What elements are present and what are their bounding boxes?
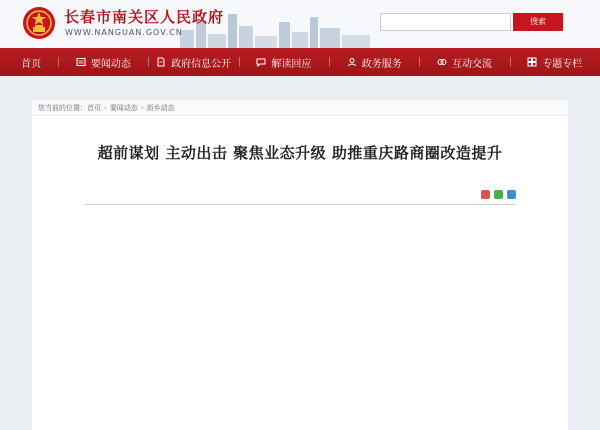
nav-item-news[interactable] (58, 48, 148, 76)
topic-icon (527, 57, 537, 67)
breadcrumb-link-news[interactable]: 要闻动态 (109, 103, 138, 112)
interaction-icon (437, 57, 447, 67)
service-icon (347, 57, 357, 67)
search-button[interactable]: 搜索 (513, 13, 563, 31)
search-input[interactable] (380, 13, 511, 31)
main-nav (0, 48, 600, 76)
qzone-share-icon[interactable] (507, 190, 516, 199)
site-header (0, 0, 600, 48)
nav-item-topics[interactable] (510, 48, 600, 76)
wechat-share-icon[interactable] (494, 190, 503, 199)
article-paragraph (88, 251, 512, 263)
site-name[interactable]: 长春市南关区人民政府 (64, 8, 225, 26)
nav-item-gov-info[interactable] (148, 48, 238, 76)
article-container (32, 100, 568, 430)
nav-item-services[interactable] (329, 48, 419, 76)
article-body (88, 223, 512, 319)
article-paragraph (88, 279, 512, 291)
article-paragraph (88, 307, 512, 319)
nav-item-label: 政府信息公开 (171, 58, 232, 70)
article-tools (477, 190, 516, 199)
nav-item-label: 政务服务 (361, 58, 402, 70)
article-paragraph (88, 265, 512, 277)
article-title: 超前谋划 主动出击 聚焦业态升级 助推重庆路商圈改造提升 (97, 144, 503, 162)
nav-item-interpretation[interactable] (239, 48, 329, 76)
nav-item-home[interactable] (4, 48, 58, 76)
news-icon (76, 57, 86, 67)
nav-item-label: 要闻动态 (90, 58, 131, 70)
breadcrumb-separator: › (140, 103, 144, 112)
nav-item-label: 专题专栏 (542, 58, 583, 70)
nav-item-label: 首页 (21, 58, 42, 70)
nav-item-label: 解读回应 (271, 58, 312, 70)
nav-item-label: 互动交流 (452, 58, 493, 70)
breadcrumb-separator: › (104, 103, 107, 112)
chat-icon (256, 57, 266, 67)
article-paragraph (88, 237, 512, 249)
article-paragraph (88, 223, 512, 235)
article-paragraph (88, 293, 512, 305)
nav-item-interaction[interactable] (419, 48, 509, 76)
national-emblem-logo[interactable] (22, 6, 56, 40)
breadcrumb (32, 100, 568, 116)
weibo-share-icon[interactable] (481, 190, 490, 199)
breadcrumb-prefix: 您当前的位置： (38, 103, 87, 112)
breadcrumb-link-home[interactable]: 首页 (87, 103, 101, 112)
article-meta (84, 189, 516, 205)
breadcrumb-link-street-news[interactable]: 街乡动态 (146, 103, 175, 112)
site-domain: WWW.NANGUAN.GOV.CN (65, 28, 183, 37)
document-icon (156, 57, 166, 67)
